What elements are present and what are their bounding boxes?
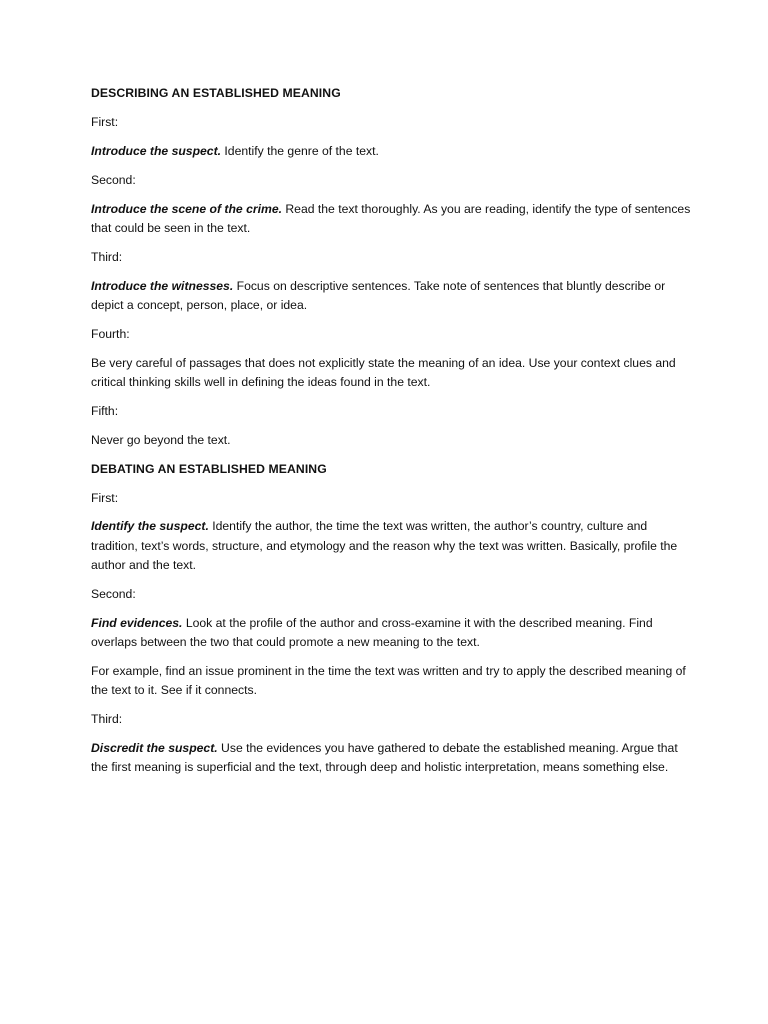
section-heading-describing: DESCRIBING AN ESTABLISHED MEANING	[91, 86, 341, 100]
step-label-first: First:	[91, 114, 119, 129]
section-heading-debating: DEBATING AN ESTABLISHED MEANING	[91, 461, 327, 476]
step-paragraph	[91, 200, 691, 239]
step-text: Look at the profile of the author and cross-examine it with the described meaning. Find overlaps between the two that could promote a new meaning to the text.	[91, 615, 653, 650]
step-paragraph	[91, 614, 691, 653]
step-lead: Discredit the suspect.	[91, 741, 218, 756]
step-paragraph: Never go beyond the text.	[91, 432, 231, 447]
step-label-second: Second:	[91, 586, 136, 601]
document-page	[91, 84, 691, 787]
step-label-first: First:	[91, 490, 119, 505]
step-label-second: Second:	[91, 172, 136, 187]
step-label-fourth: Fourth:	[91, 326, 130, 341]
step-text: Identify the author, the time the text was written, the author’s country, culture and tradition, text’s words, structure, and etymology and the reason why the text was written. Basically, profile the author and the text.	[91, 519, 678, 573]
step-label-fifth: Fifth:	[91, 403, 119, 418]
step-paragraph	[91, 517, 691, 575]
step-lead: Identify the suspect.	[91, 519, 209, 534]
step-paragraph	[91, 739, 691, 778]
step-text: Focus on descriptive sentences. Take note of sentences that bluntly describe or depict a concept, person, place, or idea.	[91, 278, 666, 312]
step-paragraph	[91, 277, 691, 316]
step-label-third: Third:	[91, 712, 123, 727]
step-text: Read the text thoroughly. As you are reading, identify the type of sentences that could be seen in the text.	[91, 201, 691, 235]
step-paragraph	[91, 142, 691, 161]
step-lead: Introduce the scene of the crime.	[91, 201, 282, 216]
step-lead: Find evidences.	[91, 615, 183, 630]
step-text: Use the evidences you have gathered to debate the established meaning. Argue that the first meaning is superficial and the text, through deep and holistic interpretation, means something else.	[91, 741, 678, 775]
step-text: Identify the genre of the text.	[221, 143, 379, 158]
step-lead: Introduce the suspect.	[91, 143, 222, 158]
step-lead: Introduce the witnesses.	[91, 278, 234, 293]
step-paragraph: Be very careful of passages that does not explicitly state the meaning of an idea. Use your context clues and critical thinking skills well in defining the ideas found in the text.	[91, 355, 676, 390]
example-paragraph: For example, find an issue prominent in the time the text was written and try to apply the described meaning of the text to it. See if it connects.	[91, 664, 686, 698]
step-label-third: Third:	[91, 249, 123, 264]
